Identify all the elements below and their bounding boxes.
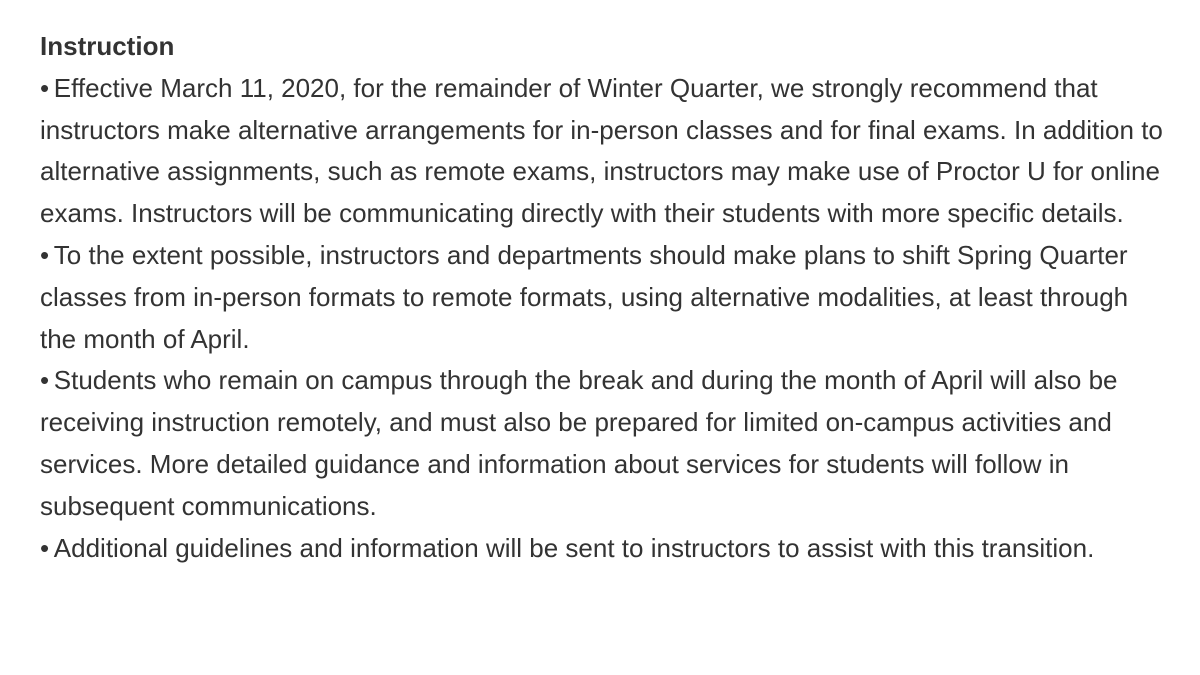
bullet-icon: • — [40, 239, 50, 270]
list-item — [40, 235, 1170, 360]
bullet-icon: • — [40, 72, 50, 103]
list-item-text: Additional guidelines and information will be sent to instructors to assist with this transition. — [53, 532, 1095, 563]
bullet-icon: • — [40, 365, 50, 396]
list-item — [40, 360, 1170, 527]
list-item — [40, 68, 1170, 235]
list-item-text: Students who remain on campus through the break and during the month of April will also be receiving instruction remotely, and must also be prepared for limited on-campus activities and services. More detailed guidance and information about services for students will follow in subsequent communications. — [40, 365, 1118, 521]
document-body — [40, 26, 1170, 569]
bullet-icon: • — [40, 532, 50, 563]
list-item-text: To the extent possible, instructors and departments should make plans to shift Spring Quarter classes from in-person formats to remote formats, using alternative modalities, at least through the month of April. — [40, 239, 1129, 354]
section-title: Instruction — [40, 31, 175, 61]
list-item-text: Effective March 11, 2020, for the remainder of Winter Quarter, we strongly recommend that instructors make alternative arrangements for in-person classes and for final exams. In addition to alternative assignments, such as remote exams, instructors may make use of Proctor U for online exams. Instructors will be communicating directly with their students with more specific details. — [40, 72, 1163, 229]
list-item — [40, 528, 1170, 570]
bullet-list — [40, 68, 1170, 570]
